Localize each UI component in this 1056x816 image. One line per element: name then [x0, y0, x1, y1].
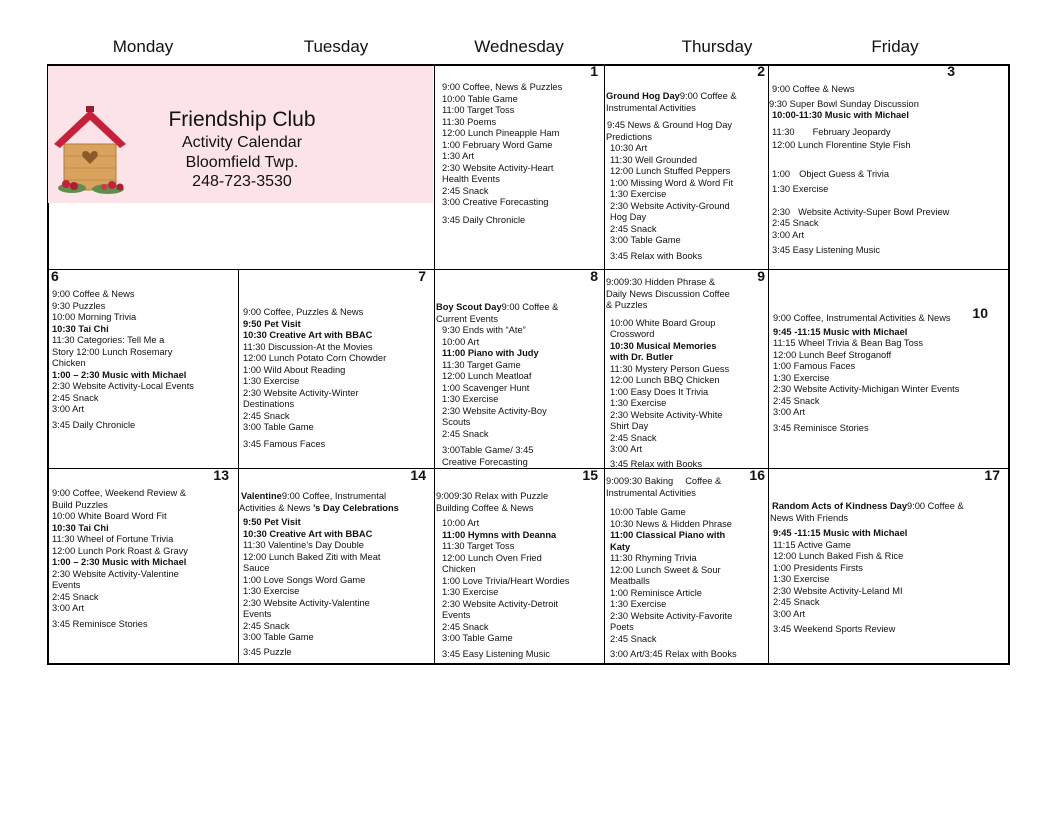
activity-line: 11:30 Well Grounded — [610, 154, 697, 165]
day-cell-7 — [239, 270, 434, 468]
activity-line: 3:00 Art — [610, 444, 643, 454]
activity-line: 3:00 Art — [772, 229, 805, 240]
activity-line: 3:00Table Game/ 3:45 — [442, 445, 534, 455]
activity-line: 1:00 — [772, 168, 791, 179]
activity-line: Meatballs — [610, 576, 650, 586]
activity-line: 2:45 Snack — [52, 392, 99, 403]
activity-line: 3:00 Art — [773, 608, 806, 619]
activity-line: Website Activity-Super Bowl Preview — [798, 206, 950, 217]
activity-line: 2:30 Website Activity-Boy — [442, 405, 547, 416]
activity-line: 2:45 Snack — [52, 591, 99, 602]
activity-line: 2:30 Website Activity-Favorite — [610, 610, 733, 621]
activity-line: 12:00 Lunch Florentine Style Fish — [772, 140, 911, 150]
activity-line: 1:00 Love Trivia/Heart Wordies — [442, 575, 570, 586]
date-number: 13 — [213, 469, 229, 483]
activity-line: 2:45 Snack — [610, 633, 657, 644]
activity-line: 3:00 Table Game — [442, 633, 513, 643]
activity-line: 10:00 Morning Trivia — [52, 312, 137, 322]
activity-line: 11:15 Wheel Trivia & Bean Bag Toss — [773, 338, 924, 348]
day-header-friday: Friday — [871, 37, 919, 56]
date-number: 2 — [757, 66, 765, 79]
activity-line: 3:00 Art — [52, 603, 85, 613]
activity-line: 10:00 White Board Group — [610, 317, 716, 328]
activity-line: 3:45 Daily Chronicle — [442, 214, 526, 225]
activity-line: 3:00 Art — [52, 404, 85, 414]
activity-line: 10:30 Musical Memories — [610, 340, 717, 351]
activity-line: 3:00 Art — [773, 407, 806, 417]
activity-line: 1:30 Exercise — [773, 574, 830, 584]
activity-line: 10:30 Creative Art with BBAC — [243, 330, 373, 340]
activity-line: 2:45 Snack — [442, 185, 489, 196]
special-day-title: Boy Scout Day — [436, 302, 502, 312]
activity-line: 2:45 Snack — [442, 621, 489, 632]
activity-line: Chicken — [442, 564, 476, 574]
activity-line: 9:50 Pet Visit — [243, 318, 301, 329]
activity-line: Creative Forecasting — [442, 456, 528, 467]
activity-line: 2:30 Website Activity-White — [610, 409, 723, 420]
activity-line: 3:00 Table Game — [243, 422, 314, 432]
activity-line: 2:30 Website Activity-Winter — [243, 387, 359, 398]
club-banner — [48, 66, 433, 203]
activity-line: Story 12:00 Lunch Rosemary — [52, 346, 173, 357]
day-cell-14 — [239, 469, 434, 663]
activity-line: 10:00 Art — [442, 518, 480, 528]
date-number: 3 — [947, 66, 955, 79]
activity-line: 12:00 Lunch Oven Fried — [442, 552, 542, 563]
activity-line: 1:00 February Word Game — [442, 139, 553, 150]
date-number: 8 — [590, 270, 598, 284]
birdhouse-icon — [50, 96, 132, 196]
activity-line: Katy — [610, 541, 631, 552]
activity-line: 12:00 Lunch Pineapple Ham — [442, 128, 560, 138]
activity-line: 1:00 Wild About Reading — [243, 364, 346, 375]
activity-line: 1:30 Exercise — [773, 372, 830, 383]
activity-line: 1:00 – 2:30 Music with Michael — [52, 369, 187, 380]
activity-line: 1:30 Exercise — [610, 398, 667, 408]
activity-line: 9:00 Coffee, News & Puzzles — [442, 82, 563, 92]
activity-line: Daily News Discussion Coffee — [606, 288, 730, 299]
activity-line: 1:30 Exercise — [243, 376, 300, 386]
activity-line: Build Puzzles — [52, 499, 108, 510]
activity-line: Crossword — [610, 329, 655, 339]
activity-line: 10:30 Creative Art with BBAC — [243, 528, 373, 539]
activity-line: 2:30 — [772, 206, 791, 217]
day-header-tuesday: Tuesday — [303, 37, 369, 56]
activity-line: 3:45 Reminisce Stories — [773, 422, 869, 433]
activity-line: 9:00 Coffee & News — [772, 84, 855, 94]
activity-line: 2:45 Snack — [243, 620, 290, 631]
activity-line: 3:45 Puzzle — [243, 646, 292, 657]
day-cell-8 — [435, 270, 603, 468]
day-cell-15 — [435, 469, 603, 663]
day-cell-3 — [769, 66, 1008, 269]
activity-line: 2:30 Website Activity-Detroit — [442, 598, 559, 609]
activity-line: 1:30 Exercise — [772, 184, 829, 194]
activity-line: Instrumental Activities — [606, 102, 696, 113]
activity-line: 3:00 Table Game — [243, 632, 314, 642]
activity-line: 3:45 Easy Listening Music — [772, 245, 881, 255]
day-cell-6 — [49, 270, 238, 468]
activity-line: 9:00 — [606, 476, 625, 486]
activity-line: 1:00 Love Songs Word Game — [243, 574, 366, 585]
activity-line: 11:00 Target Toss — [442, 105, 515, 115]
activity-line: 11:30 Categories: Tell Me a — [52, 335, 165, 345]
activity-line: 1:30 Exercise — [243, 586, 300, 596]
club-title: Friendship Club — [168, 108, 316, 131]
activity-line: Building Coffee & News — [436, 502, 534, 513]
activity-line: 1:30 Exercise — [610, 189, 667, 199]
activity-line: 11:00 Piano with Judy — [442, 348, 539, 358]
activity-line: 1:00 Reminisce Article — [610, 587, 702, 598]
club-location: Bloomfield Twp. — [185, 153, 299, 171]
activity-line: 1:00 Scavenger Hunt — [442, 382, 530, 393]
date-number: 10 — [972, 305, 988, 321]
activity-line: 11:30 Discussion-At the Movies — [243, 341, 373, 352]
activity-line: 12:00 Lunch Sweet & Sour — [610, 564, 721, 575]
activity-line: 9:30 Baking — [624, 476, 674, 486]
activity-line: 12:00 Lunch Baked Ziti with Meat — [243, 551, 381, 562]
activity-line: Coffee & — [685, 476, 722, 486]
activity-line: 2:45 Snack — [442, 428, 489, 439]
activity-line: 2:30 Website Activity-Ground — [610, 200, 730, 211]
club-subtitle: Activity Calendar — [181, 134, 303, 151]
special-day-title: ’s Day Celebrations — [312, 502, 399, 513]
activity-line: Events — [52, 580, 81, 590]
activity-line: 2:30 Website Activity-Valentine — [243, 597, 370, 608]
activity-line: 10:00 Table Game — [442, 93, 518, 104]
activity-line: 3:45 Weekend Sports Review — [773, 624, 896, 634]
activity-line: 9:00 Coffee & News — [52, 289, 135, 299]
day-cell-1 — [435, 66, 603, 269]
day-cell-16 — [605, 469, 767, 663]
activity-line: 3:00 Creative Forecasting — [442, 197, 549, 207]
activity-line: Predictions — [606, 131, 652, 142]
activity-line: February Jeopardy — [812, 126, 891, 137]
activity-line: 9:30 Relax with Puzzle — [454, 491, 549, 501]
activity-line: Hog Day — [610, 212, 647, 222]
activity-line: 9:00 Coffee, Instrumental — [281, 491, 387, 501]
day-cell-9 — [605, 270, 767, 468]
activity-line: 1:00 – 2:30 Music with Michael — [52, 557, 187, 567]
club-phone: 248-723-3530 — [192, 173, 292, 190]
activity-line: 10:30 Tai Chi — [52, 522, 109, 533]
activity-line: 10:00 White Board Word Fit — [52, 511, 167, 521]
activity-line: 12:00 Lunch Beef Stroganoff — [773, 349, 892, 360]
activity-line: 9:00 Coffee, Puzzles & News — [243, 307, 364, 317]
activity-line: 2:30 Website Activity-Local Events — [52, 381, 194, 391]
day-cell-17 — [769, 469, 1008, 663]
activity-line: 11:30 Poems — [442, 116, 497, 127]
activity-line: 1:30 Exercise — [442, 587, 499, 597]
activity-line: 3:45 Famous Faces — [243, 438, 326, 449]
activity-line: 1:30 Art — [442, 151, 475, 161]
activity-line: 12:00 Lunch Baked Fish & Rice — [773, 551, 904, 561]
activity-line: 9:30 Ends with “Ate” — [442, 325, 526, 335]
activity-line: Sauce — [243, 563, 270, 573]
activity-line: Destinations — [243, 399, 295, 409]
activity-line: 11:30 Rhyming Trivia — [610, 553, 697, 563]
activity-line: 9:30 Puzzles — [52, 300, 106, 311]
activity-line: 11:30 Mystery Person Guess — [610, 363, 730, 374]
activity-line: 9:00 Coffee, Weekend Review & — [52, 488, 187, 498]
activity-line: 11:30 Target Toss — [442, 541, 515, 551]
date-number: 14 — [410, 469, 426, 483]
date-number: 9 — [757, 270, 765, 284]
activity-line: 1:30 Exercise — [610, 599, 667, 609]
activity-line: 9:45 -11:15 Music with Michael — [773, 528, 908, 538]
activity-line: 10:00-11:30 Music with Michael — [772, 110, 909, 120]
activity-line: 3:00 Art/3:45 Relax with Books — [610, 649, 737, 659]
activity-line: 2:30 Website Activity-Heart — [442, 162, 554, 173]
date-number: 7 — [418, 270, 426, 284]
date-number: 6 — [51, 270, 59, 284]
activity-line: 9:30 Super Bowl Sunday Discussion — [769, 98, 919, 109]
activity-line: 11:30 Valentine’s Day Double — [243, 540, 364, 550]
activity-line: Poets — [610, 622, 634, 632]
activity-line: Instrumental Activities — [606, 487, 696, 498]
activity-line: 2:30 Website Activity-Michigan Winter Events — [773, 384, 960, 394]
day-cell-13 — [49, 469, 238, 663]
activity-line: 9:45 News & Ground Hog Day — [607, 120, 733, 130]
special-day-title: Valentine — [241, 491, 282, 501]
activity-line: 11:00 Classical Piano with — [610, 530, 726, 540]
activity-line: 12:00 Lunch Pork Roast & Gravy — [52, 545, 188, 556]
day-header-monday: Monday — [112, 37, 174, 56]
activity-line: 11:30 Target Game — [442, 359, 521, 370]
activity-line: 1:00 Presidents Firsts — [773, 562, 863, 573]
activity-line: 2:45 Snack — [610, 432, 657, 443]
activity-line: & Puzzles — [606, 300, 648, 310]
activity-line: 9:50 Pet Visit — [243, 517, 301, 527]
date-number: 16 — [749, 469, 765, 483]
activity-line: 11:30 — [772, 126, 795, 137]
activity-line: Events — [442, 610, 471, 620]
activity-line: 2:30 Website Activity-Valentine — [52, 568, 179, 579]
grid-border-bottom — [47, 663, 1010, 665]
grid-border-right — [1008, 64, 1010, 665]
activity-line: 3:45 Relax with Books — [610, 250, 702, 261]
activity-line: 11:15 Active Game — [773, 539, 851, 550]
day-header-thursday: Thursday — [681, 37, 753, 56]
club-info — [156, 107, 328, 192]
special-day-title: Ground Hog Day — [606, 91, 680, 101]
activity-line: 2:45 Snack — [772, 218, 819, 228]
activity-line: Object Guess & Trivia — [799, 168, 890, 179]
activity-line: Activities & News — [239, 502, 311, 513]
activity-line: Current Events — [436, 313, 499, 324]
activity-line: 12:00 Lunch Potato Corn Chowder — [243, 353, 387, 363]
activity-line: 12:00 Lunch Meatloaf — [442, 371, 532, 381]
activity-line: 9:00 — [436, 491, 455, 501]
day-header-wednesday: Wednesday — [474, 37, 564, 56]
date-number: 17 — [984, 469, 1000, 483]
activity-line: 3:45 Relax with Books — [610, 458, 702, 468]
activity-line: 12:00 Lunch BBQ Chicken — [610, 375, 720, 385]
activity-line: 1:00 Easy Does It Trivia — [610, 386, 709, 397]
day-cell-2 — [605, 66, 767, 269]
activity-line: 9:00 Coffee & — [679, 91, 737, 101]
activity-line: 1:30 Exercise — [442, 394, 499, 404]
activity-line: 2:30 Website Activity-Leland MI — [773, 585, 903, 596]
activity-line: 3:45 Daily Chronicle — [52, 419, 136, 430]
activity-line: Events — [243, 609, 272, 619]
activity-line: 10:30 Tai Chi — [52, 323, 109, 334]
activity-line: 2:45 Snack — [243, 410, 290, 421]
activity-line: 9:00 Coffee & — [501, 302, 559, 312]
activity-line: Chicken — [52, 358, 86, 368]
activity-line: 2:45 Snack — [773, 597, 820, 607]
activity-line: 9:00 Coffee, Instrumental Activities & News — [773, 313, 951, 323]
activity-line: 9:00 — [606, 277, 625, 287]
activity-line: 10:30 Art — [610, 143, 648, 153]
activity-line: News With Friends — [770, 512, 849, 523]
activity-line: 1:00 Missing Word & Word Fit — [610, 177, 734, 188]
special-day-title: Random Acts of Kindness Day — [772, 501, 907, 511]
activity-line: 9:00 Coffee & — [907, 501, 964, 511]
activity-line: 10:00 Table Game — [610, 507, 686, 517]
activity-line: Health Events — [442, 174, 500, 184]
date-number: 15 — [582, 469, 598, 483]
activity-line: 3:45 Easy Listening Music — [442, 648, 551, 659]
activity-line: 3:45 Reminisce Stories — [52, 618, 148, 629]
activity-line: 2:45 Snack — [773, 395, 820, 406]
activity-line: with Dr. Butler — [610, 352, 674, 362]
activity-line: 11:30 Wheel of Fortune Trivia — [52, 534, 174, 544]
activity-line: 1:00 Famous Faces — [773, 361, 856, 371]
day-cell-10 — [769, 270, 1008, 468]
activity-line: 2:45 Snack — [610, 223, 657, 234]
activity-line: 12:00 Lunch Stuffed Peppers — [610, 166, 731, 176]
date-number: 1 — [590, 66, 598, 79]
activity-line: 9:45 -11:15 Music with Michael — [773, 326, 908, 337]
activity-line: 9:30 Hidden Phrase & — [624, 277, 716, 287]
activity-line: 10:30 News & Hidden Phrase — [610, 518, 732, 529]
activity-line: Scouts — [442, 417, 471, 427]
activity-line: 10:00 Art — [442, 336, 480, 347]
activity-line: 11:00 Hymns with Deanna — [442, 529, 557, 540]
activity-line: 3:00 Table Game — [610, 235, 681, 245]
activity-line: Shirt Day — [610, 421, 649, 431]
